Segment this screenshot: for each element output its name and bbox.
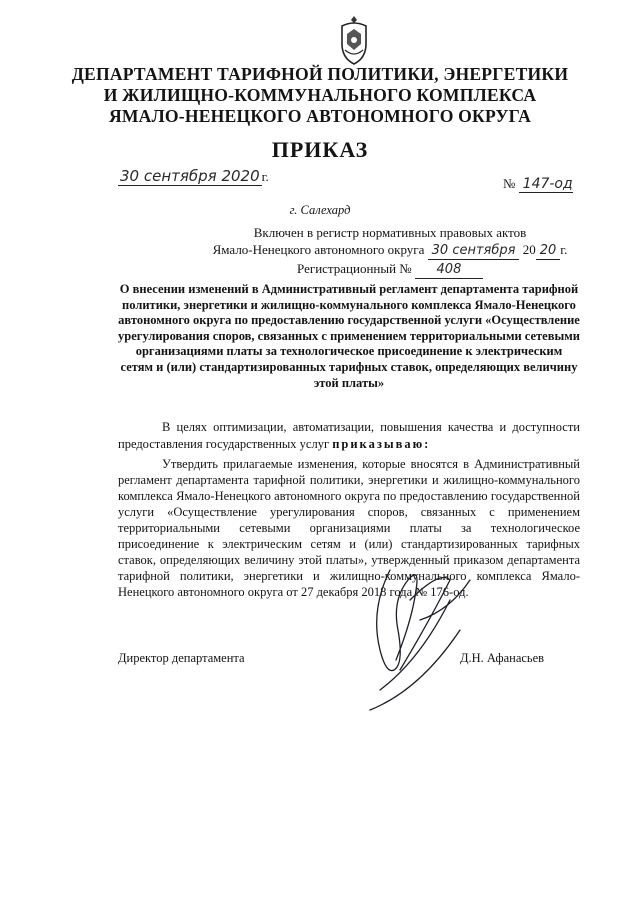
order-subject: О внесении изменений в Административный регламент департамента тарифной политики, энергетики и жилищно-коммунального комплекса Ямало-Ненецкого автономного округа по предоставлению государственной услуги «Осуществление урегулирования споров, связанных с применением территориальными сетевыми организациями платы за технологическое присоединение к электрическим сетям и (или) стандартизированных тарифных ставок, определяющих величину этой платы»	[118, 282, 580, 390]
department-line-2: И ЖИЛИЩНО-КОММУНАЛЬНОГО КОМПЛЕКСА	[103, 85, 537, 105]
signer-position: Директор департамента	[118, 651, 245, 665]
registry-line-2	[150, 241, 630, 260]
registry-stamp	[150, 224, 630, 279]
order-number-prefix: №	[503, 176, 516, 191]
registry-line-1: Включен в регистр нормативных правовых актов	[253, 225, 527, 240]
intro-paragraph	[118, 419, 580, 453]
order-date-suffix: г.	[261, 169, 269, 184]
city: г. Салехард	[289, 203, 351, 217]
registry-region: Ямало-Ненецкого автономного округа	[212, 242, 425, 257]
registry-year-handwritten: 20	[536, 242, 561, 260]
order-date-handwritten: 30 сентября 2020	[120, 167, 260, 185]
signer-name: Д.Н. Афанасьев	[460, 651, 545, 665]
registry-date-handwritten: 30 сентября	[428, 242, 520, 260]
department-header	[0, 64, 640, 127]
registry-number-handwritten: 408	[415, 261, 483, 279]
handwritten-signature-icon	[350, 560, 490, 720]
order-number-handwritten: 147-од	[519, 176, 573, 193]
department-line-1: ДЕПАРТАМЕНТ ТАРИФНОЙ ПОЛИТИКИ, ЭНЕРГЕТИКИ	[71, 64, 569, 84]
intro-text: В целях оптимизации, автоматизации, повышения качества и доступности предоставления государственных услуг	[118, 420, 580, 451]
order-title: ПРИКАЗ	[271, 137, 369, 162]
registry-number-label: Регистрационный №	[297, 261, 412, 276]
registry-year-suffix: г.	[560, 242, 568, 257]
order-date	[118, 167, 269, 186]
order-body: Утвердить прилагаемые изменения, которые вносятся в Административный регламент департамента тарифной политики, энергетики и жилищно-коммунального комплекса Ямало-Ненецкого автономного округа по предоставлению государственной услуги «Осуществление урегулирования споров, связанных с применением территориальными сетевыми организациями платы за технологическое присоединение к электрическим сетям и (или) стандартизированных тарифных ставок, определяющих величину этой платы», утвержденный приказом департамента тарифной политики, энергетики и жилищно-коммунального комплекса Ямало-Ненецкого автономного округа от 27 декабря 2018 года № 176-од.	[118, 457, 580, 599]
order-number	[503, 176, 573, 193]
registry-line-3	[150, 260, 630, 279]
intro-command: приказываю:	[332, 437, 431, 451]
coat-of-arms-emblem	[336, 14, 372, 68]
registry-year-prefix: 20	[522, 242, 536, 257]
department-line-3: ЯМАЛО-НЕНЕЦКОГО АВТОНОМНОГО ОКРУГА	[108, 106, 532, 126]
